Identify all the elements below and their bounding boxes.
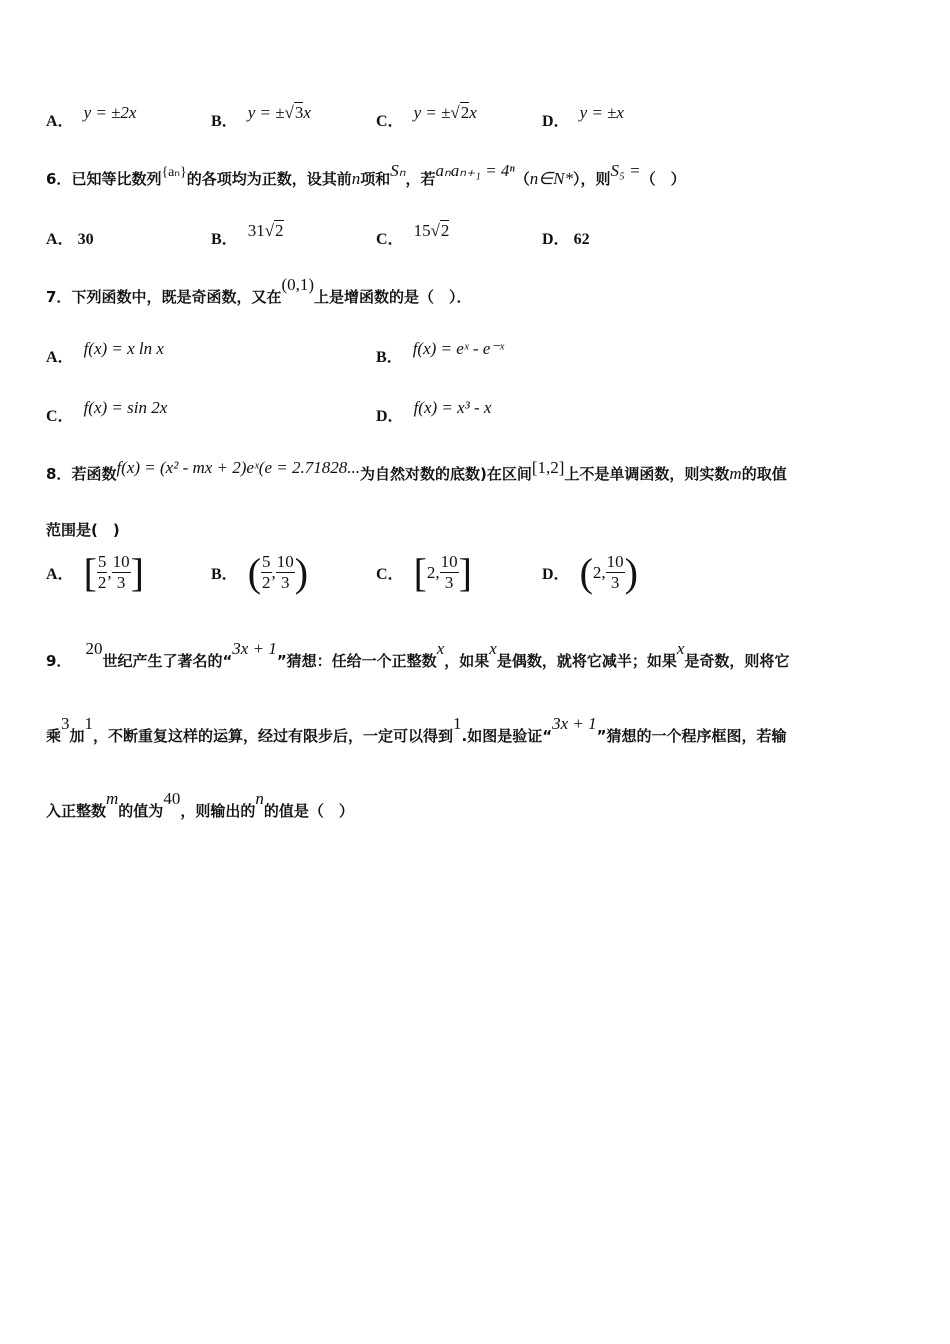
question-text: 范围是( ) (46, 521, 120, 539)
option-label: D． (542, 566, 570, 583)
question-number: 6． (46, 170, 72, 188)
sqrt-symbol: √3 (284, 103, 304, 122)
option-label: A． (46, 231, 74, 248)
q5-option-a (46, 103, 137, 131)
math-part: x (303, 103, 311, 122)
math-domain: n∈N* (529, 169, 573, 188)
math-var: x (489, 639, 497, 658)
math-condition: aₙaₙ₊₁ = 4ⁿ (435, 161, 515, 180)
q8-stem (46, 458, 787, 484)
question-text: 上不是单调函数，则实数 (564, 465, 730, 483)
math-number: 1 (453, 714, 462, 733)
question-text: 的各项均为正数，设其前 (186, 170, 352, 188)
right-bracket: ] (130, 549, 144, 595)
math-number: 20 (85, 639, 103, 658)
denominator: 3 (610, 573, 620, 592)
option-label: D． (542, 231, 570, 248)
question-text: 的取值 (741, 465, 787, 483)
math-s5: S₅ = (610, 161, 641, 180)
q8-option-b (211, 549, 309, 595)
option-math (248, 221, 284, 240)
option-label: D． (542, 113, 570, 130)
denominator: 3 (116, 573, 126, 592)
option-label: A． (46, 113, 74, 130)
question-text: 乘 (46, 727, 62, 745)
left-bracket: [ (413, 549, 427, 595)
q6-option-a (46, 226, 94, 249)
option-math: f(x) = x³ - x (413, 398, 492, 417)
question-text: ），则 (572, 170, 611, 188)
fraction (97, 552, 108, 593)
q6-option-b (211, 221, 284, 249)
q9-stem-line1 (46, 639, 790, 671)
sqrt-symbol: √2 (264, 221, 284, 240)
question-text: 为自然对数的底数)在区间 (359, 465, 532, 483)
fraction (261, 552, 272, 593)
option-interval (83, 549, 144, 595)
math-var: n (351, 169, 361, 188)
question-text: 已知等比数列 (71, 170, 162, 188)
math-number: 40 (163, 789, 181, 808)
left-paren: ( (247, 549, 262, 595)
math-var: m (106, 789, 119, 808)
q5-option-b (211, 103, 311, 131)
question-number: 7． (46, 288, 72, 306)
question-text: .如图是验证“ (461, 727, 553, 745)
option-label: C． (376, 231, 404, 248)
q9-stem-line2 (46, 714, 787, 746)
question-text: 的值为 (118, 802, 164, 820)
right-paren: ) (624, 549, 638, 595)
option-label: B． (211, 566, 238, 583)
option-label: B． (211, 113, 238, 130)
left-bracket: [ (83, 549, 97, 595)
q7-stem (46, 275, 472, 307)
question-text: ，若 (405, 170, 436, 188)
sqrt-symbol: √2 (450, 103, 470, 122)
comma: , (107, 562, 112, 582)
math-number: 1 (84, 714, 94, 733)
option-label: C． (376, 566, 404, 583)
option-label: B． (376, 349, 403, 366)
q8-stem-cont (46, 519, 120, 540)
math-number: 3 (61, 714, 70, 733)
option-math (414, 103, 477, 122)
option-interval (579, 549, 638, 595)
question-text: 项和 (360, 170, 391, 188)
q5-option-d (542, 103, 624, 131)
option-label: A． (46, 566, 74, 583)
q7-option-c (46, 398, 168, 426)
option-math (414, 221, 450, 240)
math-function: f(x) = (x² - mx + 2)eˣ(e = 2.71828... (116, 458, 360, 477)
comma: , (601, 562, 606, 582)
option-math: y = ±2x (83, 103, 137, 122)
option-label: B． (211, 231, 238, 248)
option-math: f(x) = x ln x (83, 339, 164, 358)
q7-option-b (376, 339, 505, 367)
math-var: m (729, 464, 742, 483)
math-expression: 3x + 1 (232, 639, 277, 658)
q5-option-c (376, 103, 477, 131)
question-text: ”猜想的一个程序框图，若输 (596, 727, 787, 745)
fraction (276, 552, 295, 593)
question-text: 是奇数，则将它 (684, 652, 790, 670)
math-expression: 3x + 1 (552, 714, 597, 733)
math-part: y = ± (247, 103, 285, 122)
radicand: 3 (294, 103, 304, 122)
question-number: 8． (46, 465, 72, 483)
numerator: 5 (97, 552, 107, 571)
q9-stem-line3 (46, 789, 354, 821)
numerator: 10 (112, 552, 130, 571)
math-sn: Sₙ (390, 161, 406, 180)
denominator: 3 (444, 573, 454, 592)
q6-option-d (542, 226, 590, 249)
numerator: 10 (276, 552, 294, 571)
option-math (248, 103, 311, 122)
math-part: 15 (413, 221, 431, 240)
comma: , (435, 562, 440, 582)
q7-option-a (46, 339, 164, 367)
question-text: ，如果 (444, 652, 490, 670)
question-text: 若函数 (71, 465, 117, 483)
question-number: 9． (46, 652, 72, 670)
comma: , (271, 562, 276, 582)
right-paren: ) (294, 549, 309, 595)
math-part: 31 (247, 221, 265, 240)
question-text: ，不断重复这样的运算，经过有限步后，一定可以得到 (93, 727, 454, 745)
math-part: x (469, 103, 477, 122)
fraction (112, 552, 131, 593)
math-interval: (0,1) (281, 275, 315, 294)
fraction (606, 552, 625, 593)
fraction (440, 552, 459, 593)
option-text: 62 (573, 231, 590, 248)
left-paren: ( (579, 549, 593, 595)
denominator: 3 (281, 573, 290, 592)
q7-option-d (376, 398, 492, 426)
math-interval: [1,2] (531, 458, 565, 477)
question-text: 上是增函数的是（ ）． (314, 288, 472, 306)
q6-option-c (376, 221, 450, 249)
interval-start: 2 (592, 562, 602, 582)
answer-blank: 的值是（ ） (263, 802, 354, 820)
radicand: 2 (440, 221, 450, 240)
radicand: 2 (275, 221, 284, 240)
option-label: A． (46, 349, 74, 366)
q8-option-c (376, 549, 472, 595)
option-math: f(x) = eˣ - e⁻ˣ (412, 339, 505, 358)
question-text: （ (514, 170, 530, 188)
sqrt-symbol: √2 (430, 221, 450, 240)
q8-option-a (46, 549, 144, 595)
math-seq: {aₙ} (161, 165, 187, 180)
option-text: 30 (77, 231, 94, 248)
denominator: 2 (97, 573, 107, 592)
question-text: 下列函数中，既是奇函数，又在 (71, 288, 282, 306)
math-var: x (436, 639, 445, 658)
option-interval (413, 549, 472, 595)
option-label: C． (376, 113, 404, 130)
right-bracket: ] (458, 549, 472, 595)
question-text: 是偶数，就将它减半；如果 (496, 652, 677, 670)
question-text: 世纪产生了著名的“ (102, 652, 233, 670)
option-math: f(x) = sin 2x (83, 398, 168, 417)
q8-option-d (542, 549, 638, 595)
denominator: 2 (262, 573, 271, 592)
numerator: 10 (606, 552, 624, 571)
math-part: y = ± (413, 103, 451, 122)
interval-start: 2 (426, 562, 436, 582)
math-var: x (676, 639, 685, 658)
answer-blank: （ ） (640, 170, 686, 188)
option-interval (247, 549, 309, 595)
numerator: 5 (262, 552, 271, 571)
question-text: ，则输出的 (180, 802, 256, 820)
question-text: 加 (69, 727, 85, 745)
option-math: y = ±x (579, 103, 624, 122)
option-label: D． (376, 408, 404, 425)
question-text: 入正整数 (46, 802, 107, 820)
q6-stem (46, 161, 686, 189)
option-label: C． (46, 408, 74, 425)
math-var: n (255, 789, 264, 808)
numerator: 10 (440, 552, 458, 571)
radicand: 2 (460, 103, 470, 122)
question-text: ”猜想：任给一个正整数 (276, 652, 437, 670)
